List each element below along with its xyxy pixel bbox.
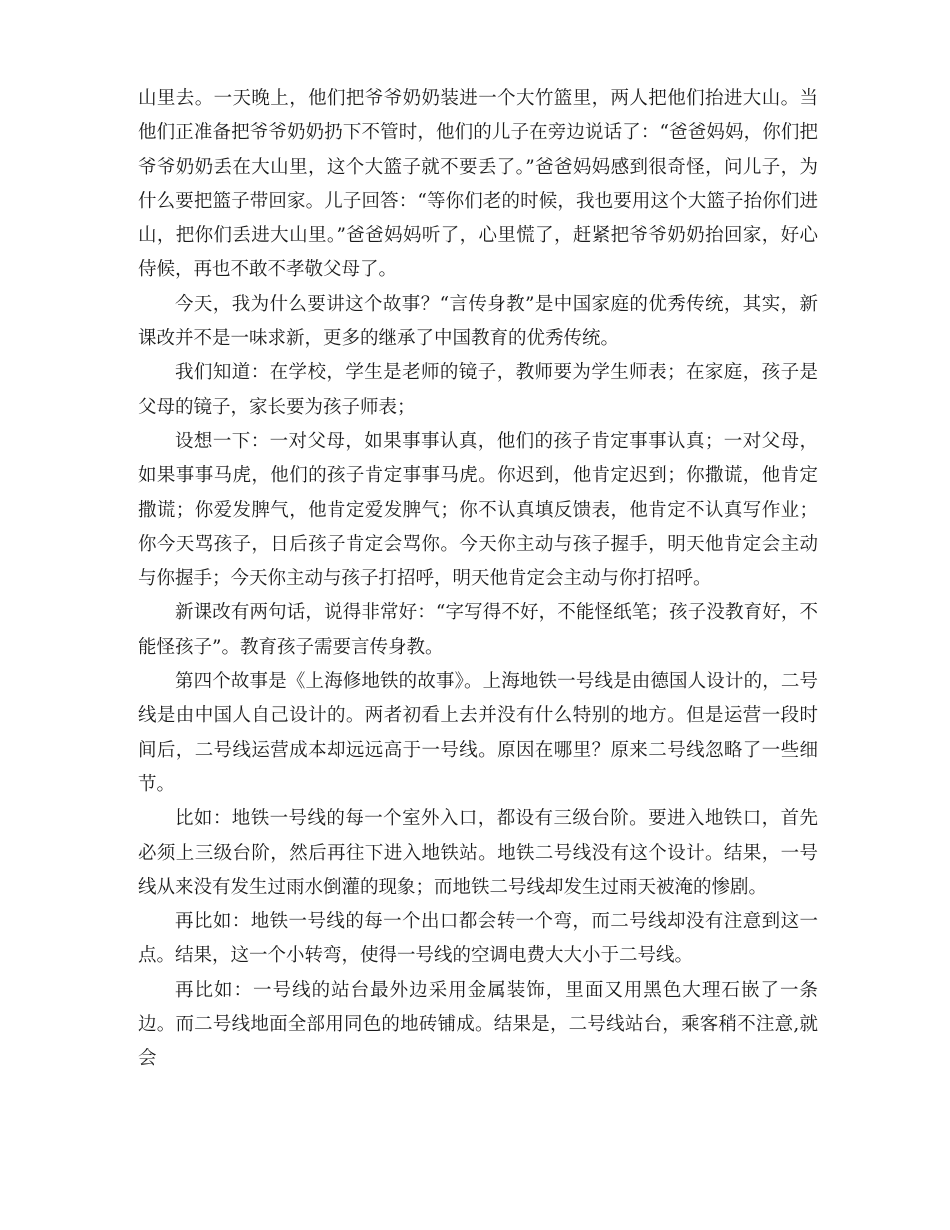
paragraph: 第四个故事是《上海修地铁的故事》。上海地铁一号线是由德国人设计的，二号线是由中国人自己设计的。两者初看上去并没有什么特别的地方。但是运营一段时间后，二号线运营成本却远远高于一号线。原因在哪里？原来二号线忽略了一些细节。	[138, 671, 818, 795]
paragraph: 再比如：地铁一号线的每一个出口都会转一个弯，而二号线却没有注意到这一点。结果，这一个小转弯，使得一号线的空调电费大大小于二号线。	[138, 911, 818, 967]
paragraph: 设想一下：一对父母，如果事事认真，他们的孩子肯定事事认真；一对父母，如果事事马虎，他们的孩子肯定事事马虎。你迟到，他肯定迟到；你撒谎，他肯定撒谎；你爱发脾气，他肯定爱发脾气；你不认真填反馈表，他肯定不认真写作业；你今天骂孩子，日后孩子肯定会骂你。今天你主动与孩子握手，明天他肯定会主动与你握手；今天你主动与孩子打招呼，明天他肯定会主动与你打招呼。	[138, 430, 818, 590]
paragraph: 比如：地铁一号线的每一个室外入口，都设有三级台阶。要进入地铁口，首先必须上三级台阶，然后再往下进入地铁站。地铁二号线没有这个设计。结果，一号线从来没有发生过雨水倒灌的现象；而地铁二号线却发生过雨天被淹的惨剧。	[138, 808, 818, 898]
paragraph: 我们知道：在学校，学生是老师的镜子，教师要为学生师表；在家庭，孩子是父母的镜子，家长要为孩子师表；	[138, 362, 818, 418]
document-body	[138, 82, 818, 1077]
paragraph: 今天，我为什么要讲这个故事？“言传身教”是中国家庭的优秀传统，其实，新课改并不是一味求新，更多的继承了中国教育的优秀传统。	[138, 293, 818, 350]
paragraph: 新课改有两句话，说得非常好：“字写得不好，不能怪纸笔；孩子没教育好，不能怪孩子”。教育孩子需要言传身教。	[138, 602, 818, 658]
paragraph: 山里去。一天晚上，他们把爷爷奶奶装进一个大竹篮里，两人把他们抬进大山。当他们正准备把爷爷奶奶扔下不管时，他们的儿子在旁边说话了：“爸爸妈妈，你们把爷爷奶奶丢在大山里，这个大篮子就不要丢了。”爸爸妈妈感到很奇怪，问儿子，为什么要把篮子带回家。儿子回答：“等你们老的时候，我也要用这个大篮子抬你们进山，把你们丢进大山里。”爸爸妈妈听了，心里慌了，赶紧把爷爷奶奶抬回家，好心侍候，再也不敢不孝敬父母了。	[138, 88, 818, 281]
paragraph: 再比如：一号线的站台最外边采用金属装饰，里面又用黑色大理石嵌了一条边。而二号线地面全部用同色的地砖铺成。结果是，二号线站台，乘客稍不注意,就会	[138, 979, 818, 1070]
